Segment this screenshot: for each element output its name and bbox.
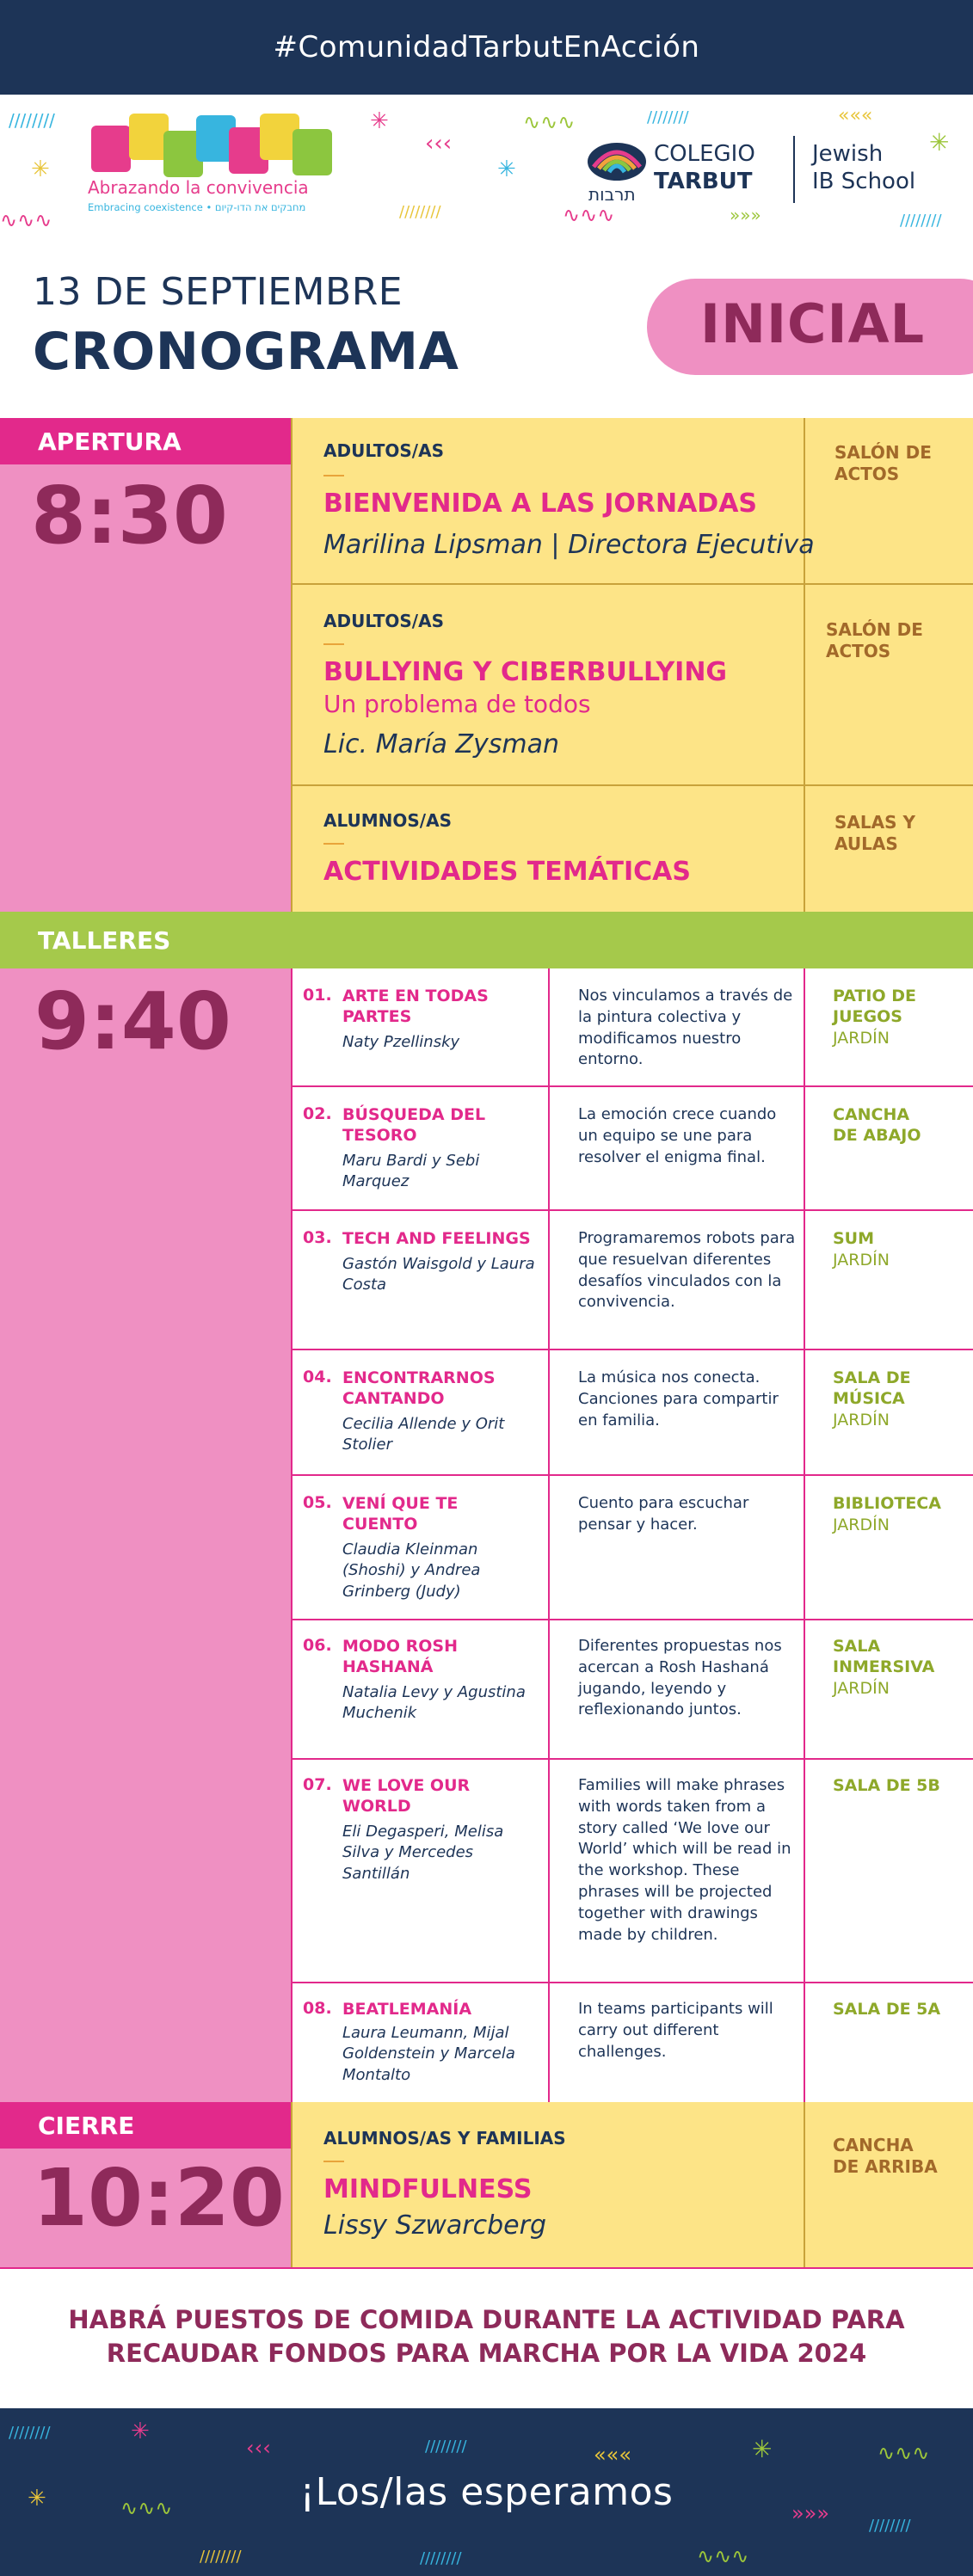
- item-audience: ALUMNOS/AS: [323, 810, 452, 831]
- item-dash: [323, 2161, 344, 2162]
- squiggle-icon: ∿∿∿: [878, 2441, 930, 2465]
- event-date: 13 DE SEPTIEMBRE: [33, 270, 403, 314]
- bottom-banner: [0, 2408, 973, 2576]
- talleres-time: 9:40: [34, 975, 231, 1067]
- squiggle-icon: ∿∿∿: [697, 2544, 749, 2568]
- workshop-title: BÚSQUEDA DEL TESORO: [342, 1105, 486, 1146]
- food-stand-note: HABRÁ PUESTOS DE COMIDA DURANTE LA ACTIVIDAD PARA RECAUDAR FONDOS PARA MARCHA POR LA VIDA 2024: [68, 2305, 905, 2369]
- level-badge-label: INICIAL: [700, 292, 926, 355]
- workshop-place-sub: JARDÍN: [833, 1679, 890, 1698]
- item-dash: [323, 475, 344, 476]
- item-place: SALÓN DE ACTOS: [826, 619, 923, 661]
- workshop-description: Cuento para escuchar pensar y hacer.: [578, 1494, 749, 1534]
- workshop-place: SUM: [833, 1229, 875, 1248]
- chevron-icon: «««: [838, 105, 873, 126]
- workshop-people: Naty Pzellinsky: [342, 1033, 460, 1051]
- workshop-number: 08.: [303, 1999, 332, 2018]
- workshop-place: CANCHA DE ABAJO: [833, 1105, 921, 1146]
- item-place: CANCHA DE ARRIBA: [833, 2135, 938, 2177]
- squiggle-icon: ∿∿∿: [523, 110, 576, 134]
- workshop-number: 03.: [303, 1228, 332, 1247]
- dash-decoration-icon: ////////: [399, 203, 441, 221]
- chevron-icon: «««: [594, 2443, 632, 2467]
- item-speaker: Lissy Szwarcberg: [323, 2210, 547, 2241]
- workshop-number: 05.: [303, 1493, 332, 1512]
- item-title: MINDFULNESS: [323, 2174, 533, 2204]
- squiggle-icon: ∿∿∿: [120, 2496, 173, 2520]
- tarbut-logo-icon: [587, 141, 647, 182]
- item-speaker: Marilina Lipsman | Directora Ejecutiva: [323, 530, 815, 560]
- chevron-icon: ‹‹‹: [425, 131, 453, 157]
- workshop-title: VENÍ QUE TE CUENTO: [342, 1494, 459, 1534]
- workshop-place: SALA DE 5B: [833, 1776, 940, 1795]
- apertura-header: [0, 418, 291, 464]
- workshop-description: Families will make phrases with words taken from a story called ‘We love our World’ which will be read in the workshop. These phrases will be projected together with drawings made by children.: [578, 1776, 791, 1944]
- row-divider: [291, 1982, 973, 1983]
- item-audience: ALUMNOS/AS Y FAMILIAS: [323, 2128, 566, 2149]
- row-divider: [291, 1619, 973, 1620]
- row-divider: [291, 1209, 973, 1211]
- dash-decoration-icon: ////////: [425, 2438, 467, 2456]
- workshop-title: ENCONTRARNOS CANTANDO: [342, 1368, 496, 1409]
- item-dash: [323, 843, 344, 845]
- column-divider: [804, 968, 805, 2102]
- item-audience: ADULTOS/AS: [323, 611, 444, 631]
- workshop-title: ARTE EN TODAS PARTES: [342, 987, 489, 1027]
- workshop-people: Natalia Levy y Agustina Muchenik: [342, 1683, 526, 1723]
- sparkle-icon: ✳: [28, 2486, 46, 2511]
- workshop-description: In teams participants will carry out different challenges.: [578, 2000, 773, 2061]
- school-hebrew-name: תרבות: [588, 184, 636, 205]
- dash-decoration-icon: ////////: [647, 108, 689, 126]
- workshop-place: PATIO DE JUEGOS: [833, 987, 916, 1027]
- workshop-place-sub: JARDÍN: [833, 1251, 890, 1270]
- workshop-people: Eli Degasperi, Melisa Silva y Mercedes Santillán: [342, 1823, 504, 1883]
- row-divider: [291, 1085, 973, 1087]
- school-word-tarbut: TARBUT: [654, 169, 753, 194]
- column-divider: [804, 418, 805, 912]
- workshop-title: BEATLEMANÍA: [342, 2000, 472, 2019]
- workshop-number: 02.: [303, 1104, 332, 1123]
- top-banner: [0, 0, 973, 95]
- cierre-time: 10:20: [33, 2152, 285, 2244]
- workshop-place: BIBLIOTECA: [833, 1494, 941, 1513]
- talleres-header: [0, 912, 973, 968]
- row-divider: [291, 583, 973, 585]
- workshop-place-sub: JARDÍN: [833, 1515, 890, 1534]
- item-place: SALÓN DE ACTOS: [834, 442, 932, 484]
- workshop-people: Maru Bardi y Sebi Marquez: [342, 1152, 480, 1191]
- dash-decoration-icon: ////////: [420, 2549, 462, 2567]
- squiggle-icon: ∿∿∿: [0, 208, 52, 232]
- item-dash: [323, 643, 344, 645]
- workshop-place-sub: JARDÍN: [833, 1029, 890, 1048]
- dash-decoration-icon: ////////: [900, 212, 942, 230]
- item-title: BULLYING Y CIBERBULLYING: [323, 657, 728, 687]
- item-title: ACTIVIDADES TEMÁTICAS: [323, 857, 691, 887]
- sparkle-icon: ✳: [752, 2435, 773, 2463]
- apertura-label: APERTURA: [38, 427, 182, 456]
- page-title: CRONOGRAMA: [33, 322, 459, 382]
- workshop-number: 06.: [303, 1636, 332, 1655]
- workshop-number: 01.: [303, 986, 332, 1005]
- sparkle-icon: ✳: [131, 2419, 150, 2444]
- workshop-description: Diferentes propuestas nos acercan a Rosh Hashaná jugando, leyendo y reflexionando juntos.: [578, 1637, 782, 1719]
- item-subtitle: Un problema de todos: [323, 690, 591, 718]
- faces-logo-icon: [91, 114, 341, 182]
- item-speaker: Lic. María Zysman: [323, 729, 560, 759]
- item-title: BIENVENIDA A LAS JORNADAS: [323, 489, 758, 519]
- workshop-people: Laura Leumann, Mijal Goldenstein y Marcela Montalto: [342, 2024, 515, 2084]
- row-divider: [291, 1758, 973, 1760]
- school-tag-jewish: Jewish: [812, 141, 884, 167]
- dash-decoration-icon: ////////: [9, 110, 55, 131]
- campaign-name: Abrazando la convivencia: [88, 177, 309, 198]
- workshop-people: Gastón Waisgold y Laura Costa: [342, 1255, 535, 1294]
- workshop-place: SALA INMERSIVA: [833, 1637, 935, 1677]
- workshop-description: La música nos conecta. Canciones para compartir en familia.: [578, 1368, 779, 1429]
- workshop-people: Claudia Kleinman (Shoshi) y Andrea Grinberg (Judy): [342, 1540, 481, 1601]
- hashtag-title: #ComunidadTarbutEnAcción: [273, 30, 700, 65]
- sparkle-icon: ✳: [370, 108, 389, 134]
- workshop-title: MODO ROSH HASHANÁ: [342, 1637, 458, 1677]
- talleres-label: TALLERES: [38, 925, 171, 955]
- workshop-description: Nos vinculamos a través de la pintura colectiva y modificamos nuestro entorno.: [578, 987, 793, 1069]
- item-audience: ADULTOS/AS: [323, 440, 444, 461]
- workshop-title: TECH AND FEELINGS: [342, 1229, 531, 1248]
- workshop-people: Cecilia Allende y Orit Stolier: [342, 1415, 505, 1454]
- workshop-number: 04.: [303, 1368, 332, 1386]
- sparkle-icon: ✳: [31, 157, 50, 182]
- workshop-description: La emoción crece cuando un equipo se une para resolver el enigma final.: [578, 1105, 777, 1166]
- workshop-place: SALA DE 5A: [833, 2000, 941, 2019]
- section-divider: [0, 2267, 973, 2269]
- school-word-colegio: COLEGIO: [654, 141, 755, 167]
- cierre-header: [0, 2102, 291, 2149]
- campaign-subtitle: Embracing coexistence • מחבקים את הדו-קיום: [88, 201, 306, 213]
- row-divider: [291, 1349, 973, 1350]
- dash-decoration-icon: ////////: [200, 2548, 242, 2566]
- dash-decoration-icon: ////////: [869, 2517, 911, 2535]
- workshop-place: SALA DE MÚSICA: [833, 1368, 911, 1409]
- chevron-icon: »»»: [791, 2501, 830, 2525]
- workshop-place-sub: JARDÍN: [833, 1411, 890, 1429]
- logo-divider: [793, 136, 795, 203]
- sparkle-icon: ✳: [497, 157, 516, 182]
- dash-decoration-icon: ////////: [9, 2424, 51, 2442]
- workshop-title: WE LOVE OUR WORLD: [342, 1776, 471, 1817]
- school-logo: [587, 134, 931, 203]
- chevron-icon: ‹‹‹: [246, 2436, 271, 2460]
- cierre-label: CIERRE: [38, 2111, 135, 2140]
- item-place: SALAS Y AULAS: [834, 812, 915, 854]
- chevron-icon: »»»: [730, 205, 761, 225]
- talleres-time-column: [0, 968, 291, 2102]
- row-divider: [291, 784, 973, 786]
- workshop-number: 07.: [303, 1775, 332, 1794]
- column-divider: [804, 2102, 805, 2269]
- squiggle-icon: ∿∿∿: [563, 203, 615, 227]
- workshop-description: Programaremos robots para que resuelvan diferentes desafíos vinculados con la convivencia.: [578, 1229, 796, 1312]
- logo-area: [0, 95, 973, 241]
- sparkle-icon: ✳: [929, 128, 950, 157]
- row-divider: [291, 1474, 973, 1476]
- school-tag-ib: IB School: [812, 169, 916, 194]
- closing-message: ¡Los/las esperamos: [299, 2470, 674, 2514]
- column-divider: [548, 968, 550, 2102]
- apertura-time: 8:30: [31, 470, 228, 562]
